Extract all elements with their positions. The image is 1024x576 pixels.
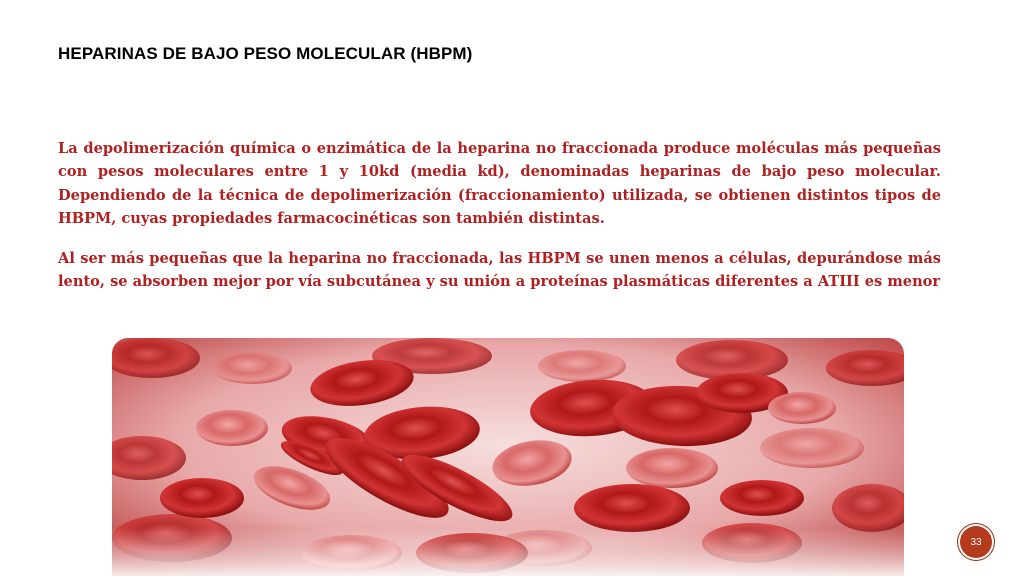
slide-title: HEPARINAS DE BAJO PESO MOLECULAR (HBPM) <box>58 44 473 63</box>
slide-body <box>58 137 941 309</box>
paragraph-2: Al ser más pequeñas que la heparina no fraccionada, las HBPM se unen menos a células, depurándose más lento, se absorben mejor por vía subcutánea y su unión a proteínas plasmáticas diferentes a ATIII es menor <box>58 249 941 291</box>
paragraph-1: La depolimerización química o enzimática de la heparina no fraccionada produce moléculas más pequeñas con pesos moleculares entre 1 y 10kd (media kd), denominadas heparinas de bajo peso molecular. Dependiendo de la técnica de depolimerización (fraccionamiento) utilizada, se obtienen distintos tipos de HBPM, cuyas propiedades farmacocinéticas son también distintas. <box>58 140 941 228</box>
red-blood-cells-image <box>112 338 904 576</box>
page-number-badge: 33 <box>958 524 994 560</box>
